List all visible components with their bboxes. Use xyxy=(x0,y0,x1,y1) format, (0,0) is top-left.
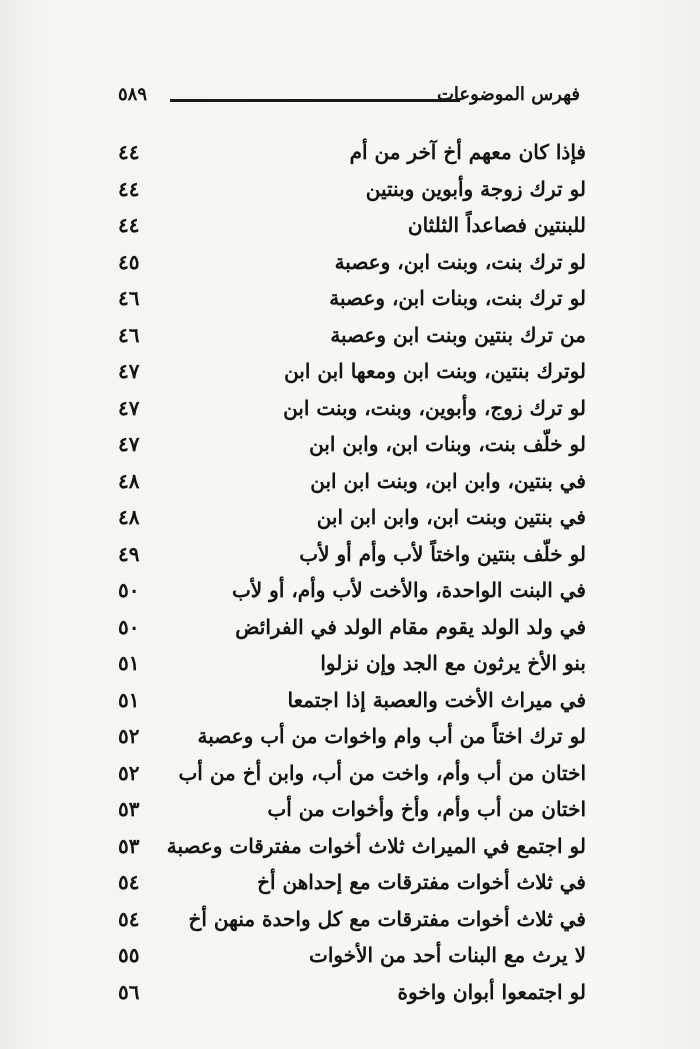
entry-page-number: ٤٤ xyxy=(118,213,140,237)
entry-title: لو ترك بنت، وبنات ابن، وعصبة xyxy=(329,286,586,310)
entry-page-number: ٥٤ xyxy=(118,906,140,931)
entry-page-number: ٤٨ xyxy=(118,505,140,529)
index-entry xyxy=(118,866,586,903)
index-entry xyxy=(118,282,586,319)
entry-title: للبنتين فصاعداً الثلثان xyxy=(407,213,586,237)
header-page-number: ٥٨٩ xyxy=(118,84,148,105)
entry-page-number: ٥٠ xyxy=(118,578,140,602)
entry-title: في البنت الواحدة، والأخت لأب وأم، أو لأب xyxy=(231,578,586,602)
entry-page-number: ٥٢ xyxy=(118,760,140,785)
entry-page-number: ٤٦ xyxy=(118,322,140,347)
index-entry xyxy=(118,538,586,575)
entry-title: في ميراث الأخت والعصبة إذا اجتمعا xyxy=(287,687,586,712)
index-entry xyxy=(118,355,586,392)
index-entry xyxy=(118,392,586,429)
header-title: فهرس الموضوعات xyxy=(436,84,580,105)
entry-page-number: ٥١ xyxy=(118,651,140,675)
index-entry xyxy=(118,793,586,830)
entry-page-number: ٤٨ xyxy=(118,468,140,493)
index-entry xyxy=(118,246,586,283)
entry-page-number: ٤٧ xyxy=(118,359,140,383)
entry-title: اختان من أب وأم، وأخ وأخوات من أب xyxy=(267,797,586,821)
header-rule xyxy=(170,99,460,102)
show-through-text: ‎ ‎ ‎ ‎ ‎ ‎ ‎ ‎ xyxy=(212,140,246,158)
index-entry xyxy=(118,720,586,757)
index-entry xyxy=(118,574,586,611)
entry-title: لو اجتمع في الميراث ثلاث أخوات مفترقات وعصبة xyxy=(166,833,586,858)
entry-page-number: ٥٣ xyxy=(118,833,140,858)
index-entry xyxy=(118,684,586,721)
index-entry xyxy=(118,319,586,356)
entry-title: لوترك بنتين، وبنت ابن ومعها ابن ابن xyxy=(284,359,586,383)
entry-title: من ترك بنتين وبنت ابن وعصبة xyxy=(330,322,586,347)
index-entry xyxy=(118,976,586,1013)
entry-title: لو ترك اختاً من أب وام واخوات من أب وعصبة xyxy=(197,724,586,748)
entry-page-number: ٥٤ xyxy=(118,870,140,894)
index-entry xyxy=(118,611,586,648)
entry-page-number: ٥٢ xyxy=(118,724,140,748)
entry-page-number: ٥٥ xyxy=(118,943,140,967)
entry-title: لو ترك زوجة وأبوين وبنتين xyxy=(365,176,586,201)
entry-title: فإذا كان معهم أخ آخر من أم xyxy=(349,140,586,164)
entry-title: في ولد الولد يقوم مقام الولد في الفرائض xyxy=(235,614,586,639)
entry-page-number: ٥١ xyxy=(118,687,140,712)
entry-title: اختان من أب وأم، واخت من أب، وابن أخ من أب xyxy=(178,760,586,785)
entry-title: في ثلاث أخوات مفترقات مع كل واحدة منهن أخ xyxy=(188,906,586,931)
index-entries xyxy=(118,136,586,1012)
entry-title: لا يرث مع البنات أحد من الأخوات xyxy=(308,943,586,967)
entry-page-number: ٤٦ xyxy=(118,286,140,310)
entry-page-number: ٥٠ xyxy=(118,614,140,639)
entry-page-number: ٤٤ xyxy=(118,176,140,201)
entry-page-number: ٤٩ xyxy=(118,541,140,566)
index-entry xyxy=(118,209,586,246)
index-entry xyxy=(118,647,586,684)
index-entry xyxy=(118,173,586,210)
entry-title: في ثلاث أخوات مفترقات مع إحداهن أخ xyxy=(257,870,586,894)
entry-title: لو اجتمعوا أبوان واخوة xyxy=(397,979,586,1004)
index-entry xyxy=(118,830,586,867)
entry-page-number: ٤٥ xyxy=(118,249,140,274)
index-entry xyxy=(118,939,586,976)
index-entry xyxy=(118,428,586,465)
entry-title: لو خلّف بنتين واختاً لأب وأم أو لأب xyxy=(299,541,586,566)
entry-page-number: ٤٧ xyxy=(118,395,140,420)
entry-title: بنو الأخ يرثون مع الجد وإن نزلوا xyxy=(320,651,586,675)
entry-title: في بنتين، وابن ابن، وبنت ابن ابن xyxy=(310,468,586,493)
entry-page-number: ٥٦ xyxy=(118,979,140,1004)
entry-page-number: ٤٧ xyxy=(118,432,140,456)
entry-title: لو ترك زوج، وأبوين، وبنت، وبنت ابن xyxy=(283,395,586,420)
entry-title: في بنتين وبنت ابن، وابن ابن ابن xyxy=(316,505,586,529)
entry-page-number: ٥٣ xyxy=(118,797,140,821)
index-entry xyxy=(118,501,586,538)
index-entry xyxy=(118,903,586,940)
index-entry xyxy=(118,465,586,502)
index-entry xyxy=(118,136,586,173)
index-entry xyxy=(118,757,586,794)
entry-title: لو ترك بنت، وبنت ابن، وعصبة xyxy=(334,249,586,274)
entry-page-number: ٤٤ xyxy=(118,140,140,164)
page-header xyxy=(118,84,580,114)
entry-title: لو خلّف بنت، وبنات ابن، وابن ابن xyxy=(309,432,586,456)
